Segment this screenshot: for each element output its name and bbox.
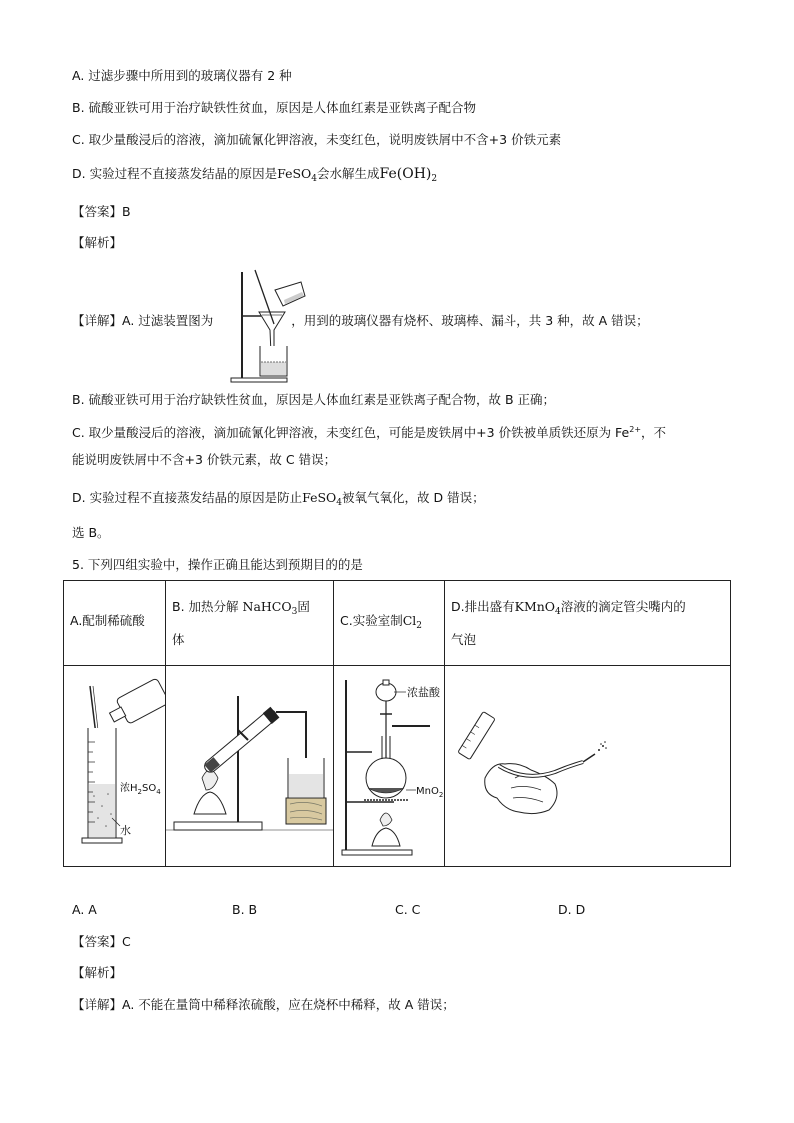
figure-d-burette bbox=[445, 666, 730, 863]
q4-answer: 【答案】B bbox=[72, 204, 131, 219]
figure-c-cell bbox=[334, 666, 445, 867]
q5-answer: 【答案】C bbox=[72, 934, 131, 949]
figure-d-cell bbox=[445, 666, 731, 867]
svg-text:浓盐酸: 浓盐酸 bbox=[407, 686, 440, 699]
q4-option-c: C. 取少量酸浸后的溶液，滴加硫氰化钾溶液，未变红色，说明废铁屑中不含+3 价铁元素 bbox=[72, 132, 562, 147]
q5-choice-c[interactable]: C. C bbox=[395, 902, 421, 917]
q4-analysis-label: 【解析】 bbox=[72, 235, 123, 250]
q5-cell-a: A.配制稀硫酸 bbox=[64, 581, 166, 666]
q4-detail-b: B. 硫酸亚铁可用于治疗缺铁性贫血，原因是人体血红素是亚铁离子配合物，故 B 正确； bbox=[72, 392, 556, 407]
q5-choice-a[interactable]: A. A bbox=[72, 902, 97, 917]
svg-text:MnO2: MnO$_2$ bbox=[416, 786, 444, 799]
q5-cell-d: D.排出盛有KMnO$_4$溶液的滴定管尖嘴内的 气泡 bbox=[445, 581, 731, 666]
figure-a-cell bbox=[64, 666, 166, 867]
figure-c-chlorine bbox=[334, 666, 444, 863]
q4-detail-d: D. 实验过程不直接蒸发结晶的原因是防止FeSO$_4$被氧气氧化，故 D 错误； bbox=[72, 490, 485, 508]
q5-cell-b: B. 加热分解 NaHCO$_3$固 体 bbox=[166, 581, 334, 666]
q4-option-a: A. 过滤步骤中所用到的玻璃仪器有 2 种 bbox=[72, 68, 292, 83]
q4-option-d: D. 实验过程不直接蒸发结晶的原因是FeSO$_4$会水解生成$Fe(OH)_2$ bbox=[72, 166, 438, 184]
figure-b-cell bbox=[166, 666, 334, 867]
q5-analysis-label: 【解析】 bbox=[72, 965, 123, 980]
figure-a-dilution bbox=[64, 666, 165, 863]
q4-option-b: B. 硫酸亚铁可用于治疗缺铁性贫血，原因是人体血红素是亚铁离子配合物 bbox=[72, 100, 477, 115]
q5-cell-c: C.实验室制$Cl_2$ bbox=[334, 581, 445, 666]
q5-options-table bbox=[63, 580, 731, 867]
q5-choice-d[interactable]: D. D bbox=[558, 902, 586, 917]
filtration-apparatus-figure bbox=[229, 268, 309, 384]
q5-detail-a: 【详解】A. 不能在量筒中稀释浓硫酸，应在烧杯中稀释，故 A 错误； bbox=[72, 997, 455, 1012]
answer-label: 【答案】 bbox=[72, 204, 123, 219]
q4-choose: 选 B。 bbox=[72, 525, 110, 540]
q4-detail-a: 【详解】A. 过滤装置图为 ，用到的玻璃仪器有烧杯、玻璃棒、漏斗，共 3 种，故 A 错误； bbox=[72, 313, 649, 328]
q5-stem: 5. 下列四组实验中，操作正确且能达到预期目的的是 bbox=[72, 557, 363, 572]
svg-text:水: 水 bbox=[120, 824, 131, 837]
q5-choice-b[interactable]: B. B bbox=[232, 902, 258, 917]
answer-label: 【答案】 bbox=[72, 934, 123, 949]
q4-detail-c-line1: C. 取少量酸浸后的溶液，滴加硫氰化钾溶液，未变红色，可能是废铁屑中+3 价铁被单质铁还原为 $Fe^{2+}$，不 bbox=[72, 425, 667, 440]
figure-b-heating bbox=[166, 666, 333, 863]
q4-detail-c-line2: 能说明废铁屑中不含+3 价铁元素，故 C 错误； bbox=[72, 452, 337, 467]
svg-text:浓H2SO4: 浓$H_2SO_4$ bbox=[120, 783, 161, 796]
